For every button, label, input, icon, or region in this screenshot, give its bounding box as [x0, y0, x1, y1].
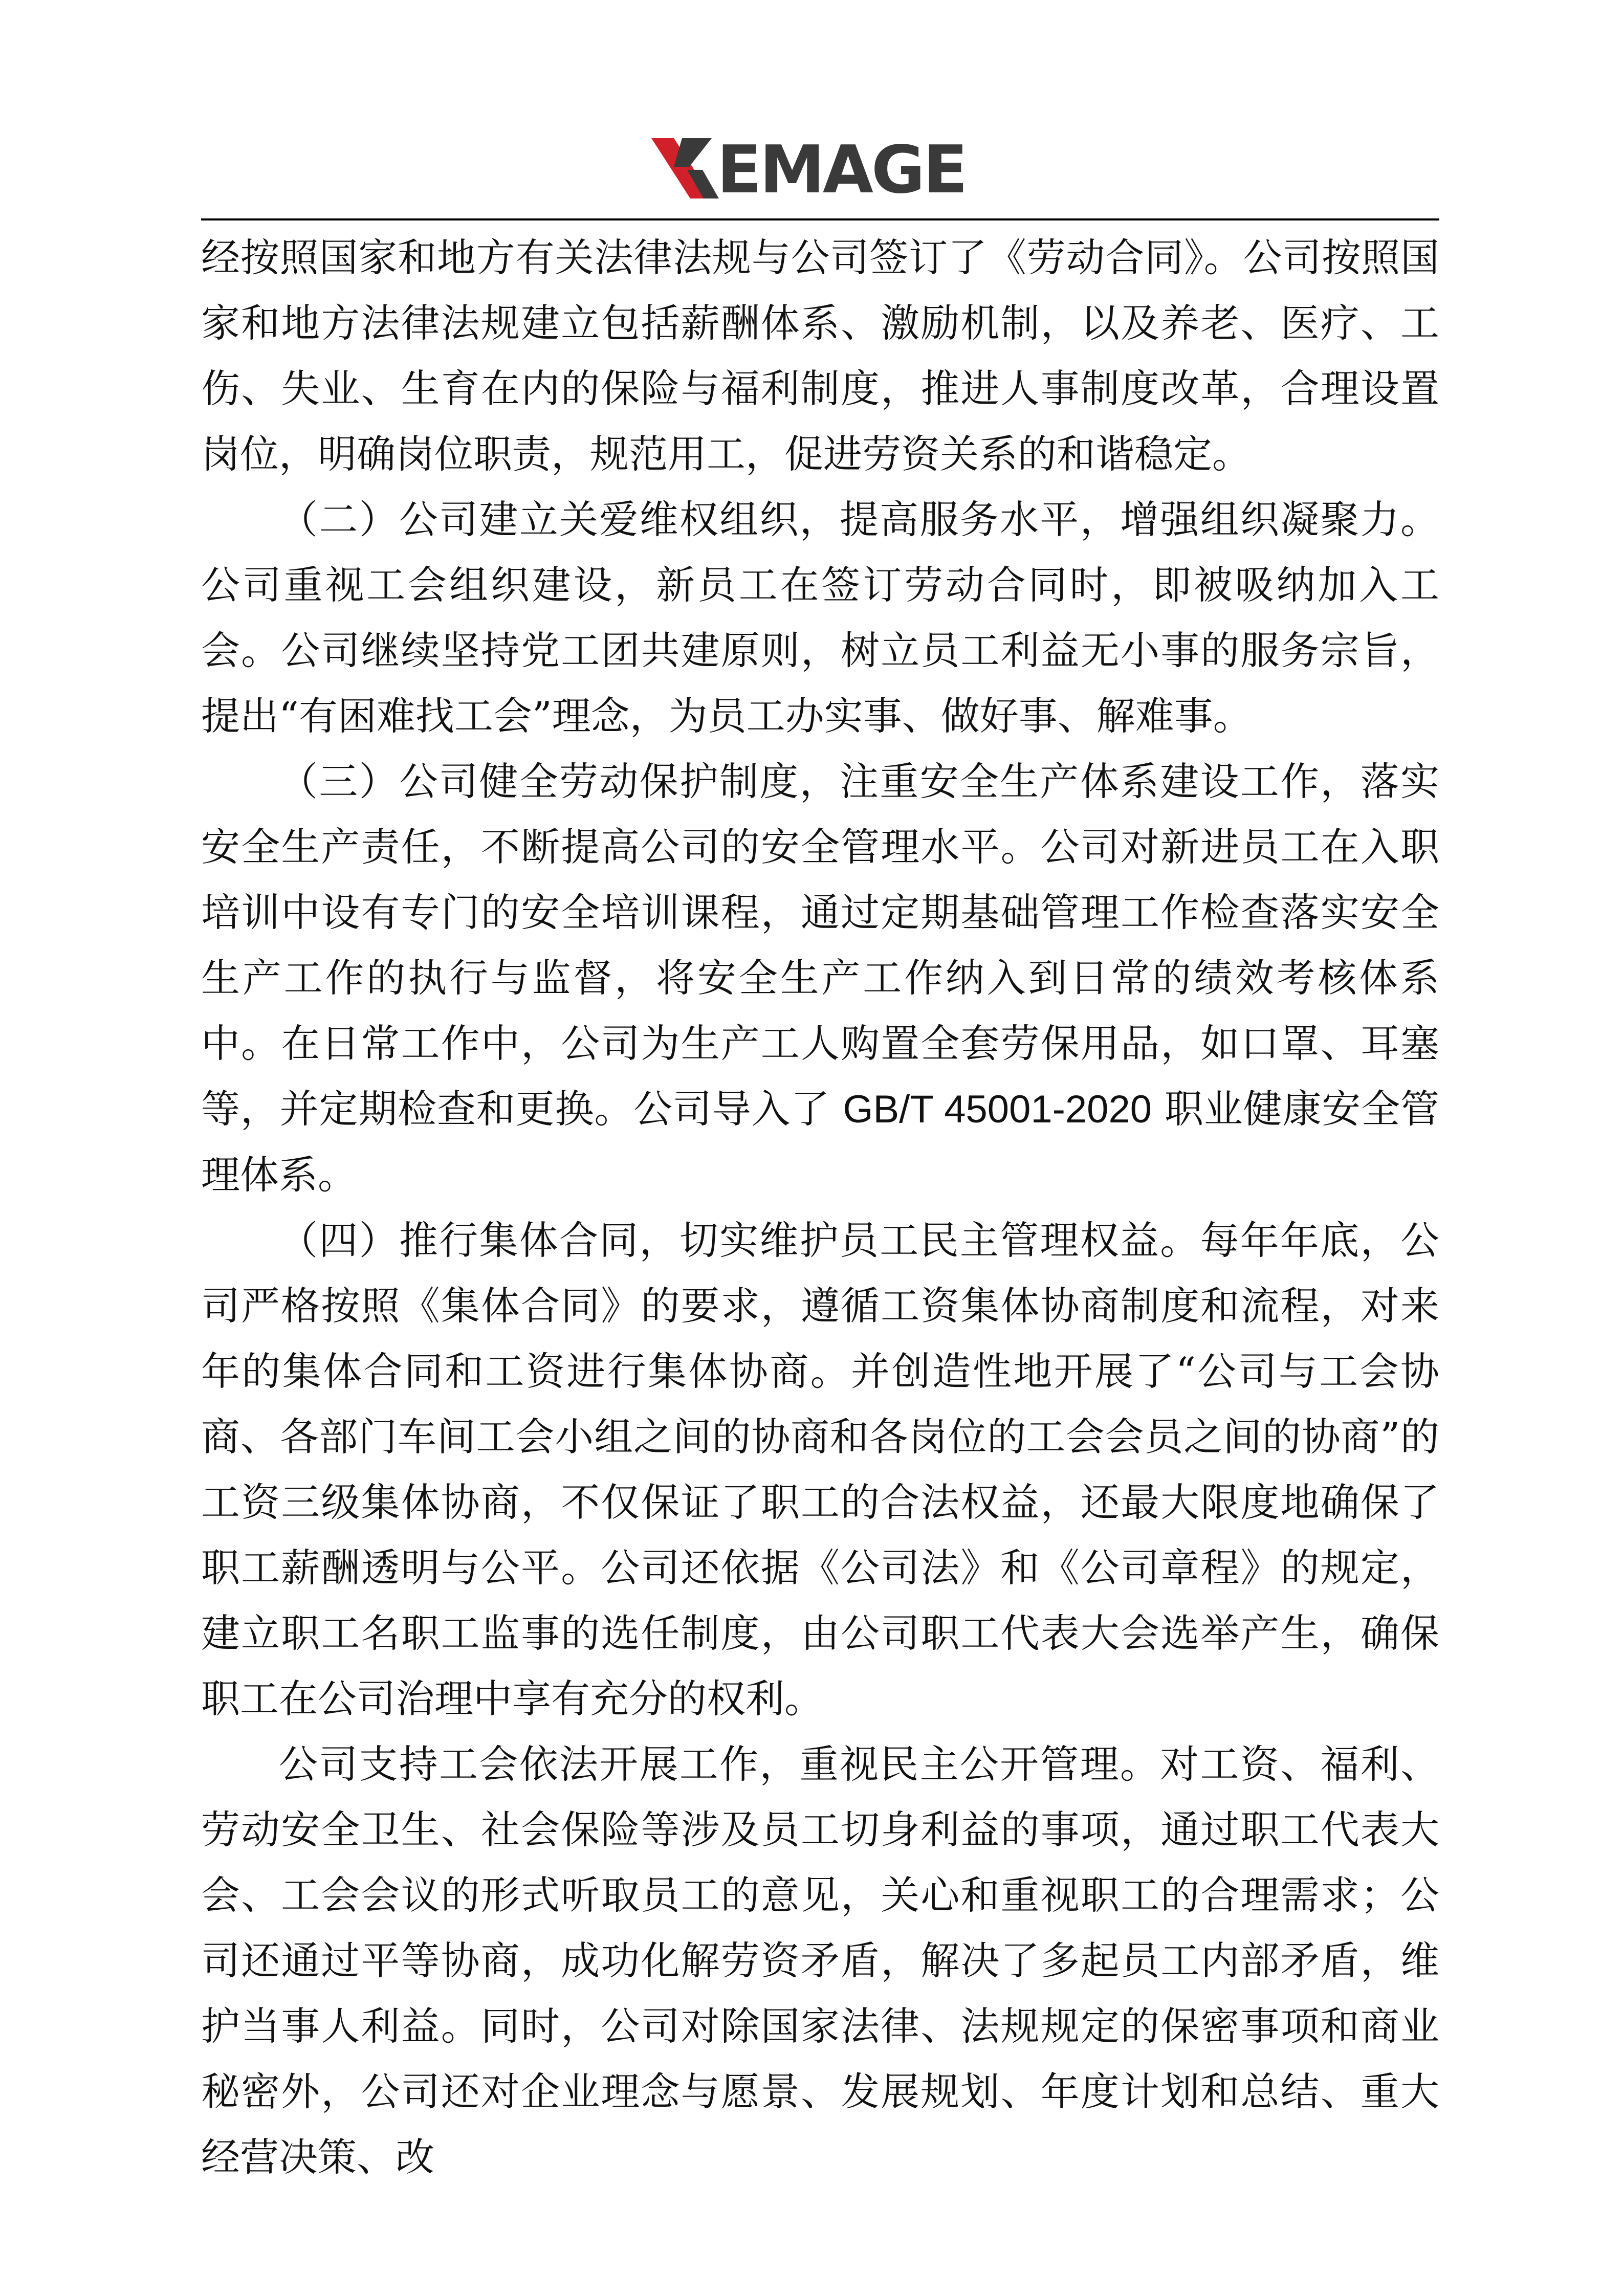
logo-k-dark-arm — [674, 138, 712, 167]
paragraph-1: 经按照国家和地方有关法律法规与公司签订了《劳动合同》。公司按照国家和地方法律法规建立包括薪酬体系、激励机制，以及养老、医疗、工伤、失业、生育在内的保险与福利制度，推进人事制度改革，合理设置岗位，明确岗位职责，规范用工，促进劳资关系的和谐稳定。 — [201, 235, 1439, 477]
page-header — [201, 118, 1439, 220]
kemage-logo — [651, 138, 989, 198]
header-divider — [201, 218, 1439, 220]
paragraph-3 — [201, 749, 1439, 1208]
logo-wordmark: EMAGE — [717, 138, 966, 198]
paragraph-5: 公司支持工会依法开展工作，重视民主公开管理。对工资、福利、劳动安全卫生、社会保险等涉及员工切身利益的事项，通过职工代表大会、工会会议的形式听取员工的意见，关心和重视职工的合理需求；公司还通过平等协商，成功化解劳资矛盾，解决了多起员工内部矛盾，维护当事人利益。同时，公司对除国家法律、法规规定的保密事项和商业秘密外，公司还对企业理念与愿景、发展规划、年度计划和总结、重大经营决策、改 — [201, 1741, 1439, 2180]
paragraph-3-text-after: 职业健康安全管理体系。 — [201, 1086, 1439, 1198]
paragraph-3-text-before: （三）公司健全劳动保护制度，注重安全生产体系建设工作，落实安全生产责任，不断提高公司的安全管理水平。公司对新进员工在入职培训中设有专门的安全培训课程，通过定期基础管理工作检查落实安全生产工作的执行与监督，将安全生产工作纳入到日常的绩效考核体系中。在日常工作中，公司为生产工人购置全套劳保用品，如口罩、耳塞等，并定期检查和更换。公司导入了 — [201, 759, 1439, 1132]
standard-code: GB/T 45001-2020 — [843, 1088, 1152, 1131]
body-text — [201, 225, 1439, 2190]
paragraph-2: （二）公司建立关爱维权组织，提高服务水平，增强组织凝聚力。公司重视工会组织建设，新员工在签订劳动合同时，即被吸纳加入工会。公司继续坚持党工团共建原则，树立员工利益无小事的服务宗旨，提出“有困难找工会”理念，为员工办实事、做好事、解难事。 — [201, 497, 1439, 739]
paragraph-4: （四）推行集体合同，切实维护员工民主管理权益。每年年底，公司严格按照《集体合同》的要求，遵循工资集体协商制度和流程，对来年的集体合同和工资进行集体协商。并创造性地开展了“公司与工会协商、各部门车间工会小组之间的协商和各岗位的工会会员之间的协商”的工资三级集体协商，不仅保证了职工的合法权益，还最大限度地确保了职工薪酬透明与公平。公司还依据《公司法》和《公司章程》的规定，建立职工名职工监事的选任制度，由公司职工代表大会选举产生，确保职工在公司治理中享有充分的权利。 — [201, 1218, 1439, 1721]
